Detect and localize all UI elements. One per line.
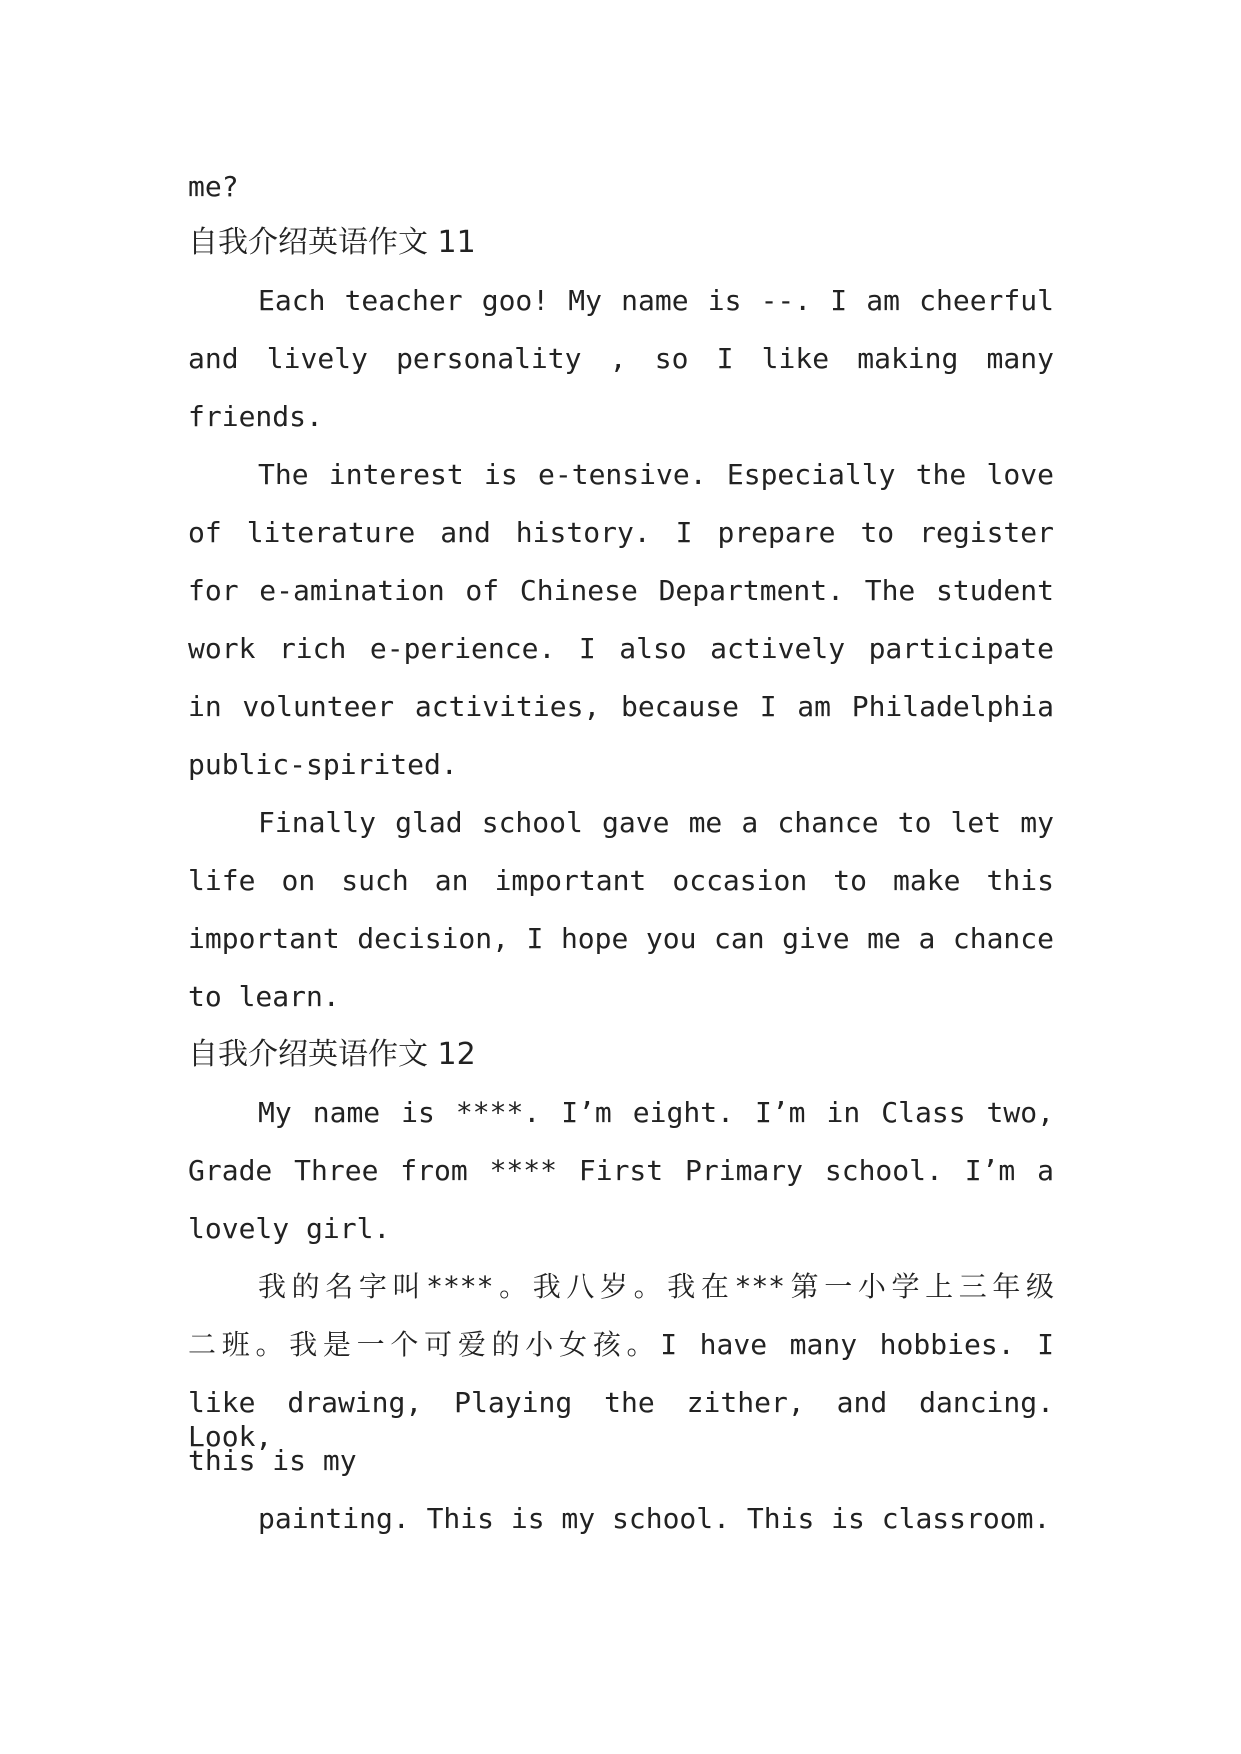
paragraph-line: My name is ****. I’m eight. I’m in Class two,	[258, 1096, 1054, 1129]
paragraph-line: painting. This is my school. This is classroom.	[258, 1502, 1051, 1535]
paragraph-line: The interest is e-tensive. Especially the love	[258, 458, 1054, 491]
paragraph-line: Grade Three from **** First Primary school. I’m a	[188, 1154, 1054, 1187]
paragraph-line: friends.	[188, 400, 323, 433]
paragraph-line: and lively personality , so I like making many	[188, 342, 1054, 375]
section-heading-12: 自我介绍英语作文 12	[188, 1037, 476, 1072]
paragraph-line: important decision, I hope you can give me a chance	[188, 922, 1054, 955]
paragraph-line: 二班。我是一个可爱的小女孩。I have many hobbies. I	[188, 1328, 1054, 1361]
paragraph-line: Each teacher goo! My name is --. I am cheerful	[258, 284, 1054, 317]
paragraph-line: lovely girl.	[188, 1212, 391, 1245]
paragraph-line: like drawing, Playing the zither, and dancing. Look,	[188, 1386, 1054, 1453]
paragraph-line: to learn.	[188, 980, 340, 1013]
paragraph-line: this is my	[188, 1444, 357, 1477]
paragraph-line: of literature and history. I prepare to register	[188, 516, 1054, 549]
paragraph-line: work rich e-perience. I also actively participate	[188, 632, 1054, 665]
paragraph-line: Finally glad school gave me a chance to let my	[258, 806, 1054, 839]
paragraph-line: 我的名字叫****。我八岁。我在***第一小学上三年级	[258, 1270, 1054, 1303]
text-line-fragment: me?	[188, 170, 239, 203]
paragraph-line: life on such an important occasion to make this	[188, 864, 1054, 897]
paragraph-line: public-spirited.	[188, 748, 458, 781]
section-heading-11: 自我介绍英语作文 11	[188, 225, 476, 260]
paragraph-line: in volunteer activities, because I am Philadelphia	[188, 690, 1054, 723]
paragraph-line: for e-amination of Chinese Department. The student	[188, 574, 1054, 607]
